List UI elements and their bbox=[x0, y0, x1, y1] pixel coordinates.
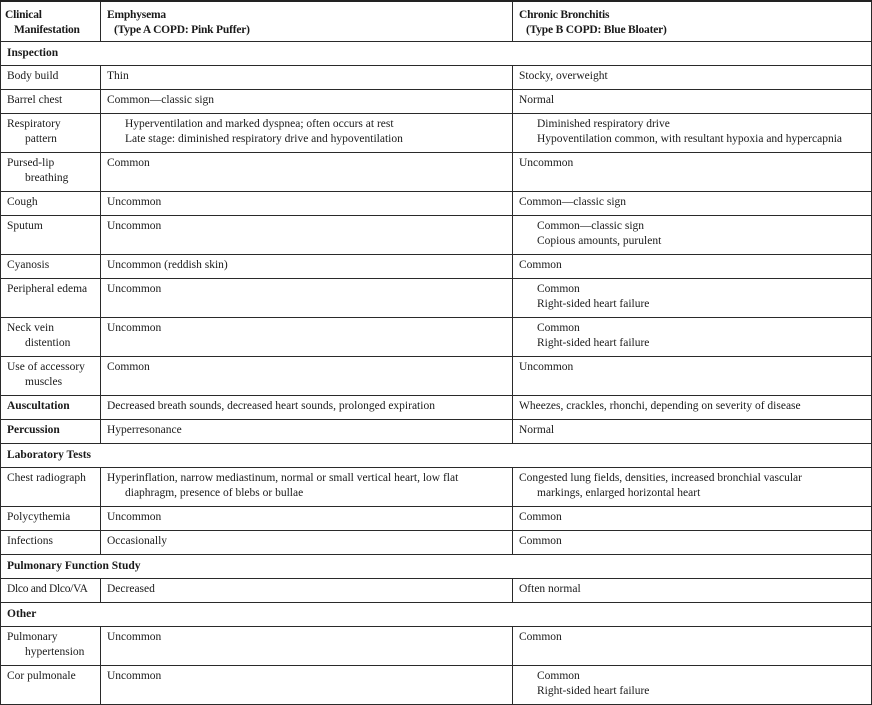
emphysema-cell bbox=[101, 279, 513, 318]
label-text: Pulmonary bbox=[7, 631, 58, 643]
cell-text: Decreased bbox=[107, 583, 155, 595]
section-other: Other bbox=[1, 603, 872, 627]
cell-text: Hypoventilation common, with resultant hypoxia and hypercapnia bbox=[537, 133, 842, 145]
label-text: Cough bbox=[7, 196, 38, 208]
cell-text: Stocky, overweight bbox=[519, 70, 608, 82]
row-label bbox=[1, 318, 101, 357]
cell-text: Copious amounts, purulent bbox=[537, 235, 662, 247]
bronchitis-cell bbox=[513, 666, 872, 705]
emphysema-cell bbox=[101, 666, 513, 705]
label-text: Body build bbox=[7, 70, 59, 82]
table-row bbox=[1, 114, 872, 153]
header-text: Emphysema bbox=[107, 9, 166, 21]
cell-text: Right-sided heart failure bbox=[537, 685, 650, 697]
cell-text: Common—classic sign bbox=[537, 220, 645, 232]
cell-text: Common bbox=[107, 361, 150, 373]
row-label bbox=[1, 468, 101, 507]
cell-text: Common—classic sign bbox=[519, 196, 627, 208]
emphysema-cell bbox=[101, 420, 513, 444]
emphysema-cell bbox=[101, 468, 513, 507]
table-row bbox=[1, 90, 872, 114]
table-row bbox=[1, 357, 872, 396]
emphysema-cell bbox=[101, 255, 513, 279]
emphysema-cell bbox=[101, 318, 513, 357]
cell-text: Normal bbox=[519, 94, 555, 106]
cell-text: Hyperinflation, narrow mediastinum, normal or small vertical heart, low flat bbox=[107, 472, 459, 484]
emphysema-cell bbox=[101, 216, 513, 255]
emphysema-cell bbox=[101, 192, 513, 216]
cell-text: Occasionally bbox=[107, 535, 168, 547]
header-chronic-bronchitis bbox=[513, 1, 872, 42]
table-row bbox=[1, 420, 872, 444]
table-row bbox=[1, 318, 872, 357]
cell-text: Decreased breath sounds, decreased heart sounds, prolonged expiration bbox=[107, 400, 435, 412]
label-text: Cor pulmonale bbox=[7, 670, 76, 682]
section-row bbox=[1, 555, 872, 579]
label-text: hypertension bbox=[25, 646, 85, 658]
label-text: Dlco and Dlco/VA bbox=[7, 583, 88, 595]
label-text: Percussion bbox=[7, 424, 60, 436]
header-clinical-manifestation bbox=[1, 1, 101, 42]
table-row bbox=[1, 255, 872, 279]
cell-text: Common bbox=[519, 535, 562, 547]
label-text: Polycythemia bbox=[7, 511, 71, 523]
section-pulmonary-function-study: Pulmonary Function Study bbox=[1, 555, 872, 579]
cell-text: Common bbox=[537, 322, 580, 334]
label-text: Infections bbox=[7, 535, 53, 547]
emphysema-cell bbox=[101, 153, 513, 192]
emphysema-cell bbox=[101, 627, 513, 666]
header-emphysema bbox=[101, 1, 513, 42]
section-row bbox=[1, 42, 872, 66]
label-text: muscles bbox=[25, 376, 63, 388]
row-label bbox=[1, 531, 101, 555]
row-label bbox=[1, 420, 101, 444]
bronchitis-cell bbox=[513, 579, 872, 603]
bronchitis-cell bbox=[513, 318, 872, 357]
label-text: Sputum bbox=[7, 220, 43, 232]
cell-text: Uncommon bbox=[519, 157, 574, 169]
label-text: Use of accessory bbox=[7, 361, 85, 373]
label-text: Chest radiograph bbox=[7, 472, 86, 484]
cell-text: Uncommon bbox=[107, 322, 162, 334]
section-row bbox=[1, 444, 872, 468]
label-text: Respiratory bbox=[7, 118, 61, 130]
label-text: Neck vein bbox=[7, 322, 54, 334]
table-row bbox=[1, 192, 872, 216]
bronchitis-cell bbox=[513, 357, 872, 396]
cell-text: markings, enlarged horizontal heart bbox=[537, 487, 701, 499]
cell-text: Common—classic sign bbox=[107, 94, 215, 106]
table-row bbox=[1, 666, 872, 705]
header-text: Manifestation bbox=[14, 24, 80, 36]
cell-text: Hyperventilation and marked dyspnea; often occurs at rest bbox=[125, 118, 394, 130]
header-text: Chronic Bronchitis bbox=[519, 9, 610, 21]
cell-text: Uncommon bbox=[519, 361, 574, 373]
label-text: Pursed-lip bbox=[7, 157, 55, 169]
cell-text: Common bbox=[519, 259, 562, 271]
table-row bbox=[1, 153, 872, 192]
cell-text: Common bbox=[107, 157, 150, 169]
cell-text: Common bbox=[519, 631, 562, 643]
row-label bbox=[1, 627, 101, 666]
cell-text: Uncommon bbox=[107, 670, 162, 682]
row-label bbox=[1, 216, 101, 255]
bronchitis-cell bbox=[513, 420, 872, 444]
row-label bbox=[1, 192, 101, 216]
cell-text: Hyperresonance bbox=[107, 424, 182, 436]
cell-text: Wheezes, crackles, rhonchi, depending on severity of disease bbox=[519, 400, 801, 412]
row-label bbox=[1, 90, 101, 114]
label-text: Cyanosis bbox=[7, 259, 50, 271]
row-label bbox=[1, 114, 101, 153]
cell-text: Normal bbox=[519, 424, 555, 436]
bronchitis-cell bbox=[513, 468, 872, 507]
cell-text: Uncommon bbox=[107, 631, 162, 643]
row-label bbox=[1, 507, 101, 531]
header-text: (Type A COPD: Pink Puffer) bbox=[114, 24, 250, 36]
section-laboratory-tests: Laboratory Tests bbox=[1, 444, 872, 468]
cell-text: Right-sided heart failure bbox=[537, 298, 650, 310]
emphysema-cell bbox=[101, 396, 513, 420]
cell-text: Uncommon (reddish skin) bbox=[107, 259, 228, 271]
header-text: (Type B COPD: Blue Bloater) bbox=[526, 24, 667, 36]
emphysema-cell bbox=[101, 66, 513, 90]
bronchitis-cell bbox=[513, 531, 872, 555]
bronchitis-cell bbox=[513, 192, 872, 216]
table-row bbox=[1, 627, 872, 666]
emphysema-cell bbox=[101, 114, 513, 153]
bronchitis-cell bbox=[513, 507, 872, 531]
table-row bbox=[1, 468, 872, 507]
label-text: Auscultation bbox=[7, 400, 70, 412]
label-text: Barrel chest bbox=[7, 94, 63, 106]
emphysema-cell bbox=[101, 531, 513, 555]
label-text: breathing bbox=[25, 172, 69, 184]
header-row bbox=[1, 1, 872, 42]
table-row bbox=[1, 279, 872, 318]
bronchitis-cell bbox=[513, 153, 872, 192]
cell-text: Uncommon bbox=[107, 220, 162, 232]
cell-text: Thin bbox=[107, 70, 129, 82]
cell-text: Diminished respiratory drive bbox=[537, 118, 670, 130]
bronchitis-cell bbox=[513, 216, 872, 255]
row-label bbox=[1, 357, 101, 396]
label-text: pattern bbox=[25, 133, 57, 145]
row-label bbox=[1, 66, 101, 90]
cell-text: Common bbox=[537, 283, 580, 295]
section-row bbox=[1, 603, 872, 627]
emphysema-cell bbox=[101, 357, 513, 396]
cell-text: Uncommon bbox=[107, 511, 162, 523]
table-row bbox=[1, 579, 872, 603]
cell-text: Late stage: diminished respiratory drive and hypoventilation bbox=[125, 133, 403, 145]
label-text: distention bbox=[25, 337, 71, 349]
row-label bbox=[1, 666, 101, 705]
bronchitis-cell bbox=[513, 279, 872, 318]
cell-text: Uncommon bbox=[107, 283, 162, 295]
table-row bbox=[1, 216, 872, 255]
bronchitis-cell bbox=[513, 396, 872, 420]
header-text: Clinical bbox=[5, 9, 42, 21]
emphysema-cell bbox=[101, 507, 513, 531]
bronchitis-cell bbox=[513, 90, 872, 114]
table-row bbox=[1, 396, 872, 420]
row-label bbox=[1, 279, 101, 318]
cell-text: diaphragm, presence of blebs or bullae bbox=[125, 487, 304, 499]
cell-text: Right-sided heart failure bbox=[537, 337, 650, 349]
bronchitis-cell bbox=[513, 255, 872, 279]
cell-text: Common bbox=[519, 511, 562, 523]
row-label bbox=[1, 255, 101, 279]
cell-text: Common bbox=[537, 670, 580, 682]
table-row bbox=[1, 507, 872, 531]
label-text: Peripheral edema bbox=[7, 283, 88, 295]
row-label bbox=[1, 396, 101, 420]
row-label bbox=[1, 579, 101, 603]
emphysema-cell bbox=[101, 90, 513, 114]
table-row bbox=[1, 531, 872, 555]
cell-text: Uncommon bbox=[107, 196, 162, 208]
table-row bbox=[1, 66, 872, 90]
emphysema-cell bbox=[101, 579, 513, 603]
bronchitis-cell bbox=[513, 66, 872, 90]
bronchitis-cell bbox=[513, 114, 872, 153]
cell-text: Often normal bbox=[519, 583, 581, 595]
row-label bbox=[1, 153, 101, 192]
bronchitis-cell bbox=[513, 627, 872, 666]
section-inspection: Inspection bbox=[1, 42, 872, 66]
cell-text: Congested lung fields, densities, increased bronchial vascular bbox=[519, 472, 802, 484]
